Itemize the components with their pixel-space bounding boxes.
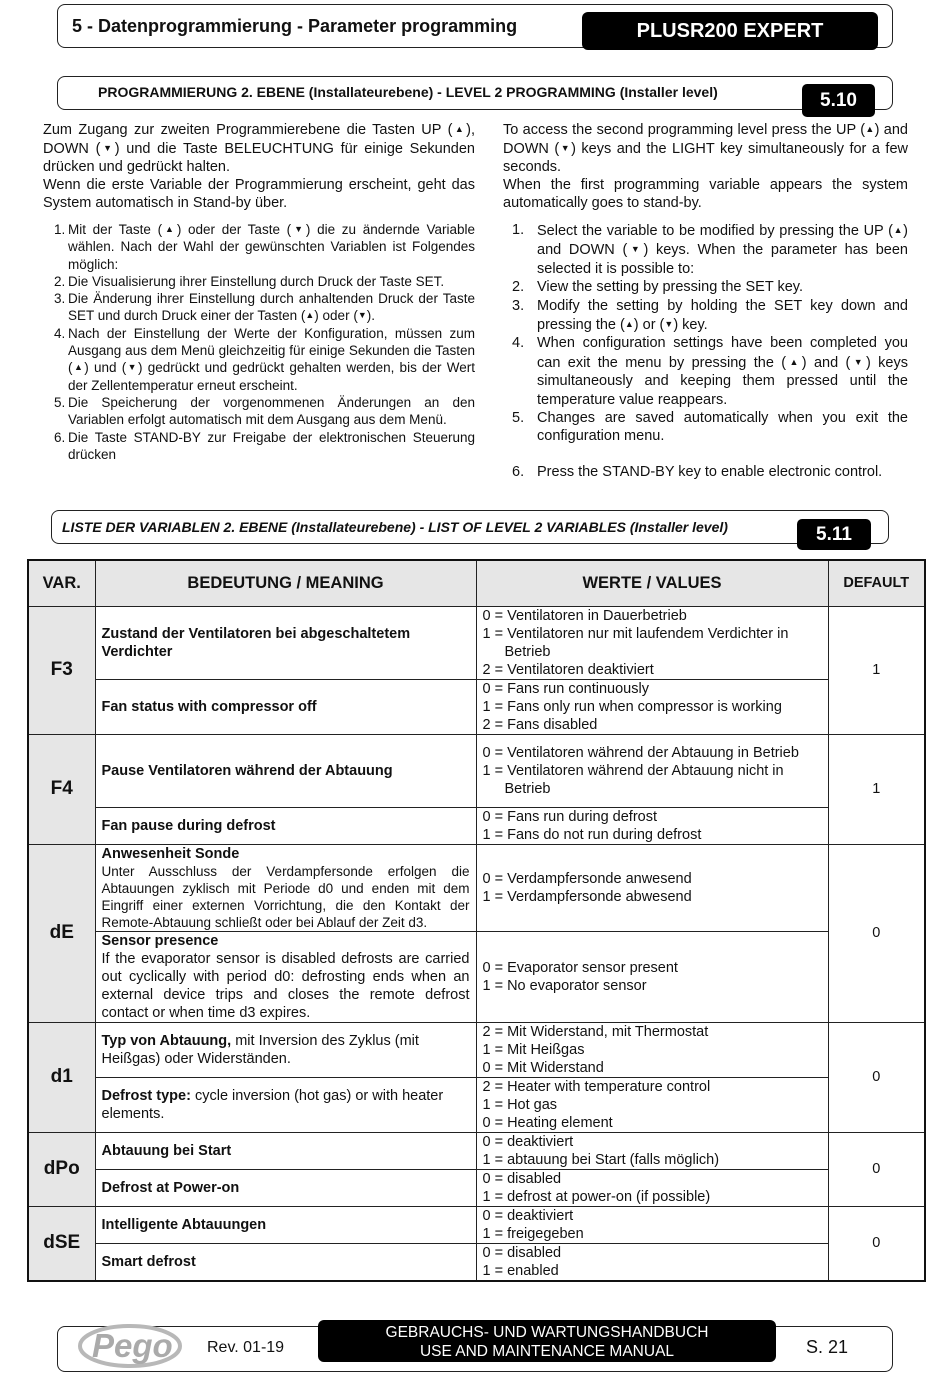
- var-code: F3: [28, 606, 95, 734]
- intro-de-paragraph-1: Zum Zugang zur zweiten Programmierebene die Tasten UP (▲), DOWN (▼) und die Taste BELEUCHTUNG für einige Sekunden drücken und gedrückt halten.: [43, 122, 475, 175]
- values-de: 0 = Verdampfersonde anwesend 1 = Verdampfersonde abwesend: [476, 844, 828, 931]
- up-arrow-icon: ▲: [624, 319, 634, 330]
- section-5-10-header: [57, 76, 893, 110]
- values-de: 0 = deaktiviert 1 = abtauung bei Start (falls möglich): [476, 1132, 828, 1169]
- table-row: [28, 679, 925, 734]
- up-arrow-icon: ▲: [452, 124, 467, 134]
- section-5-11-header: [51, 510, 889, 544]
- meaning-de: Intelligente Abtauungen: [95, 1206, 476, 1243]
- down-arrow-icon: ▼: [559, 143, 572, 153]
- steps-list-de: [54, 221, 475, 463]
- list-item: 5. Changes are saved automatically when you exit the configuration menu.: [512, 410, 908, 445]
- list-item: 1. Mit der Taste (▲) oder der Taste (▼) die zu ändernde Variable wählen. Nach der Wahl der gewünschten Variablen ist Folgendes möglich:: [54, 222, 475, 272]
- down-arrow-icon: ▼: [100, 143, 115, 153]
- down-arrow-icon: ▼: [126, 362, 138, 373]
- meaning-de: Zustand der Ventilatoren bei abgeschaltetem Verdichter: [95, 606, 476, 679]
- up-arrow-icon: ▲: [865, 124, 875, 134]
- list-item: 5. Die Speicherung der vorgenommenen Änderungen an den Variablen erfolgt automatisch mit dem Ausgang aus dem Menü.: [54, 394, 475, 428]
- meaning-de: Typ von Abtauung, mit Inversion des Zyklus (mit Heißgas) oder Widerständen.: [95, 1022, 476, 1077]
- down-arrow-icon: ▼: [664, 319, 674, 330]
- values-en: 0 = Fans run continuously 1 = Fans only run when compressor is working 2 = Fans disabled: [476, 679, 828, 734]
- default-value: 1: [828, 734, 925, 844]
- table-row: [28, 1169, 925, 1206]
- values-de: 0 = Ventilatoren in Dauerbetrieb 1 = Ventilatoren nur mit laufendem Verdichter in Betrieb 2 = Ventilatoren deaktiviert: [476, 606, 828, 679]
- table-row: [28, 807, 925, 844]
- meaning-de: Anwesenheit Sonde Unter Ausschluss der Verdampfersonde erfolgen die Abtauungen zyklisch mit Periode d0 und enden mit dem Eingriff einer externen Vorrichtung, die den Kontakt der Remote-Abtauung schließt oder bei Ablauf der Zeit d3.: [95, 844, 476, 931]
- table-row: [28, 1022, 925, 1077]
- up-arrow-icon: ▲: [72, 362, 85, 373]
- meaning-en: Defrost at Power-on: [95, 1169, 476, 1206]
- section-number-badge: 5.11: [797, 519, 871, 550]
- list-item: 2. Die Visualisierung ihrer Einstellung durch Druck der Taste SET.: [54, 273, 445, 289]
- table-row: [28, 844, 925, 931]
- table-row: [28, 1243, 925, 1281]
- page-number: S. 21: [806, 1337, 849, 1357]
- intro-en: [503, 120, 908, 212]
- var-code: dSE: [28, 1206, 95, 1281]
- values-de: 0 = deaktiviert 1 = freigegeben: [476, 1206, 828, 1243]
- manual-title-de: GEBRAUCHS- UND WARTUNGSHANDBUCH: [385, 1324, 709, 1341]
- list-item: 6. Press the STAND-BY key to enable electronic control.: [512, 463, 883, 480]
- up-arrow-icon: ▲: [162, 224, 177, 234]
- revision-label: Rev. 01-19: [207, 1339, 285, 1356]
- down-arrow-icon: ▼: [357, 310, 367, 321]
- product-badge: PLUSR200 EXPERT: [582, 12, 878, 50]
- column-header-values: WERTE / VALUES: [476, 560, 828, 606]
- table-row: [28, 734, 925, 807]
- meaning-en: Smart defrost: [95, 1243, 476, 1281]
- down-arrow-icon: ▼: [850, 356, 866, 367]
- down-arrow-icon: ▼: [627, 244, 644, 255]
- default-value: 1: [828, 606, 925, 734]
- down-arrow-icon: ▼: [291, 224, 306, 234]
- intro-de: [43, 120, 475, 212]
- up-arrow-icon: ▲: [786, 356, 802, 367]
- values-en: 0 = disabled 1 = defrost at power-on (if possible): [476, 1169, 828, 1206]
- section-number-badge: 5.10: [802, 84, 875, 117]
- list-item: 3. Die Änderung ihrer Einstellung durch anhaltenden Druck der Taste SET und durch Druck einer der Tasten (▲) oder (▼).: [54, 291, 475, 324]
- meaning-de: Abtauung bei Start: [95, 1132, 476, 1169]
- up-arrow-icon: ▲: [305, 310, 315, 321]
- list-item: 4. When configuration settings have been completed you can exit the menu by pressing the (▲) and (▼) keys simultaneously and keeping them pressed until the temperature value reappears.: [512, 335, 908, 408]
- list-item: 2. View the setting by pressing the SET key.: [512, 279, 803, 296]
- chapter-title: 5 - Datenprogrammierung - Parameter programming: [72, 16, 518, 36]
- manual-title-badge: [318, 1320, 776, 1362]
- section-title: LISTE DER VARIABLEN 2. EBENE (Installateurebene) - LIST OF LEVEL 2 VARIABLES (Installer level): [62, 519, 728, 535]
- meaning-de: Pause Ventilatoren während der Abtauung: [95, 734, 476, 807]
- default-value: 0: [828, 1132, 925, 1206]
- intro-en-paragraph-1: To access the second programming level press the UP (▲) and DOWN (▼) keys and the LIGHT key simultaneously for a few seconds.: [503, 122, 908, 175]
- values-en: 2 = Heater with temperature control 1 = Hot gas 0 = Heating element: [476, 1077, 828, 1132]
- intro-de-paragraph-2: Wenn die erste Variable der Programmierung erscheint, geht das System automatisch in Stand-by über.: [43, 177, 475, 211]
- meaning-en: Sensor presence If the evaporator sensor is disabled defrosts are carried out cyclically with period d0: defrosting ends when an external device trips and closes the remote defrost contact or when time d3 expires.: [95, 931, 476, 1022]
- logo-text: Pego: [92, 1327, 173, 1364]
- meaning-en: Defrost type: cycle inversion (hot gas) or with heater elements.: [95, 1077, 476, 1132]
- meaning-en: Fan status with compressor off: [95, 679, 476, 734]
- pego-logo: [78, 1318, 188, 1368]
- values-de: 2 = Mit Widerstand, mit Thermostat 1 = Mit Heißgas 0 = Mit Widerstand: [476, 1022, 828, 1077]
- list-item: 3. Modify the setting by holding the SET key down and pressing the (▲) or (▼) key.: [512, 297, 908, 334]
- var-code: dE: [28, 844, 95, 1022]
- table-row: [28, 1132, 925, 1169]
- table-header-row: [28, 560, 925, 606]
- up-arrow-icon: ▲: [892, 225, 904, 235]
- default-value: 0: [828, 844, 925, 1022]
- column-header-default: DEFAULT: [828, 560, 925, 606]
- intro-en-paragraph-2: When the first programming variable appears the system automatically goes to stand-by.: [503, 177, 908, 211]
- default-value: 0: [828, 1022, 925, 1132]
- column-header-meaning: BEDEUTUNG / MEANING: [95, 560, 476, 606]
- steps-list-en: [512, 221, 908, 481]
- column-header-var: VAR.: [28, 560, 95, 606]
- table-row: [28, 606, 925, 679]
- list-item: 6. Die Taste STAND-BY zur Freigabe der elektronischen Steuerung drücken: [54, 429, 475, 462]
- values-de: 0 = Ventilatoren während der Abtauung in Betrieb 1 = Ventilatoren während der Abtauung nicht in Betrieb: [476, 734, 828, 807]
- var-code: F4: [28, 734, 95, 844]
- default-value: 0: [828, 1206, 925, 1281]
- meaning-en: Fan pause during defrost: [95, 807, 476, 844]
- table-row: [28, 931, 925, 1022]
- variables-table: [27, 559, 926, 1282]
- var-code: dPo: [28, 1132, 95, 1206]
- values-en: 0 = Fans run during defrost 1 = Fans do not run during defrost: [476, 807, 828, 844]
- manual-title-en: USE AND MAINTENANCE MANUAL: [419, 1343, 675, 1360]
- list-item: 4. Nach der Einstellung der Werte der Konfiguration, müssen zum Ausgang aus dem Menü gleichzeitig für einige Sekunden die Tasten (▲) und (▼) gedrückt und gedrückt gehalten werden, bis der Wert der Zellentemperatur erneut erscheint.: [54, 325, 475, 393]
- table-row: [28, 1206, 925, 1243]
- section-title: PROGRAMMIERUNG 2. EBENE (Installateurebene) - LEVEL 2 PROGRAMMING (Installer level): [98, 84, 718, 100]
- values-en: 0 = disabled 1 = enabled: [476, 1243, 828, 1281]
- values-en: 0 = Evaporator sensor present 1 = No evaporator sensor: [476, 931, 828, 1022]
- table-row: [28, 1077, 925, 1132]
- var-code: d1: [28, 1022, 95, 1132]
- list-item: 1. Select the variable to be modified by pressing the UP (▲) and DOWN (▼) keys. When the parameter has been selected it is possible to:: [512, 222, 908, 277]
